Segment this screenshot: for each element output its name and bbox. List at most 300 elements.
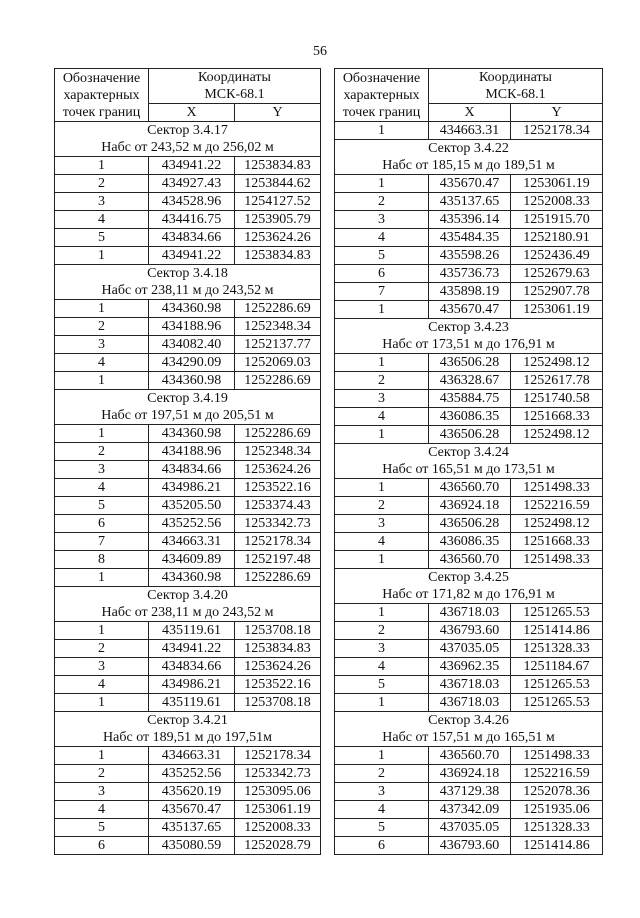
table-row — [55, 247, 321, 265]
coord-y: 1252679.63 — [511, 265, 603, 283]
header-x: X — [429, 104, 511, 122]
table-row — [55, 443, 321, 461]
point-number: 1 — [335, 479, 429, 497]
point-number: 1 — [335, 694, 429, 712]
header-point-designation: Обозначение характерных точек границ — [335, 69, 429, 122]
coord-x: 434082.40 — [149, 336, 235, 354]
table-row — [55, 300, 321, 318]
sector-title-row — [335, 444, 603, 462]
coordinates-table-right — [334, 68, 603, 855]
coord-y: 1251328.33 — [511, 640, 603, 658]
coord-y: 1251935.06 — [511, 801, 603, 819]
table-row — [335, 265, 603, 283]
sector-title-row — [55, 390, 321, 408]
coord-x: 435898.19 — [429, 283, 511, 301]
left-table-body — [55, 69, 321, 855]
coord-y: 1252348.34 — [235, 318, 321, 336]
coord-x: 435396.14 — [429, 211, 511, 229]
coord-x: 434941.22 — [149, 640, 235, 658]
coord-x: 436506.28 — [429, 426, 511, 444]
coord-x: 437035.05 — [429, 819, 511, 837]
sector-title: Сектор 3.4.25 — [335, 569, 603, 587]
coord-x: 437035.05 — [429, 640, 511, 658]
sector-height-range: Набс от 165,51 м до 173,51 м — [335, 461, 603, 479]
coord-x: 435119.61 — [149, 622, 235, 640]
coord-x: 434986.21 — [149, 479, 235, 497]
table-row — [55, 354, 321, 372]
point-number: 1 — [335, 426, 429, 444]
table-row — [55, 336, 321, 354]
coord-x: 434188.96 — [149, 318, 235, 336]
coord-y: 1252197.48 — [235, 551, 321, 569]
table-row — [335, 122, 603, 140]
coordinates-table-left — [54, 68, 321, 855]
point-number: 1 — [55, 247, 149, 265]
table-row — [335, 426, 603, 444]
sector-subtitle-row — [335, 336, 603, 354]
coord-y: 1253708.18 — [235, 694, 321, 712]
sector-title: Сектор 3.4.19 — [55, 390, 321, 408]
table-row — [55, 747, 321, 765]
point-number: 3 — [335, 640, 429, 658]
coord-x: 434941.22 — [149, 157, 235, 175]
coord-x: 434986.21 — [149, 676, 235, 694]
point-number: 7 — [55, 533, 149, 551]
point-number: 2 — [55, 175, 149, 193]
table-row — [55, 497, 321, 515]
point-number: 3 — [335, 783, 429, 801]
coord-y: 1253834.83 — [235, 640, 321, 658]
coord-x: 436718.03 — [429, 604, 511, 622]
coord-y: 1252617.78 — [511, 372, 603, 390]
coord-x: 435484.35 — [429, 229, 511, 247]
table-row — [335, 193, 603, 211]
point-number: 4 — [55, 676, 149, 694]
coord-x: 436793.60 — [429, 837, 511, 855]
coord-x: 436924.18 — [429, 765, 511, 783]
point-number: 3 — [55, 336, 149, 354]
coord-y: 1252286.69 — [235, 569, 321, 587]
header-y: Y — [235, 104, 321, 122]
sector-title-row — [55, 122, 321, 140]
coord-x: 435119.61 — [149, 694, 235, 712]
header-x: X — [149, 104, 235, 122]
point-number: 8 — [55, 551, 149, 569]
coord-x: 435205.50 — [149, 497, 235, 515]
coord-x: 435080.59 — [149, 837, 235, 855]
table-row — [55, 211, 321, 229]
coord-y: 1252008.33 — [511, 193, 603, 211]
coord-y: 1253834.83 — [235, 157, 321, 175]
page-number: 56 — [313, 44, 327, 59]
sector-title-row — [55, 712, 321, 730]
coord-y: 1253844.62 — [235, 175, 321, 193]
coord-y: 1252137.77 — [235, 336, 321, 354]
coord-x: 434360.98 — [149, 372, 235, 390]
sector-title-row — [335, 569, 603, 587]
point-number: 4 — [55, 479, 149, 497]
coord-y: 1252078.36 — [511, 783, 603, 801]
sector-title-row — [335, 319, 603, 337]
table-row — [55, 765, 321, 783]
table-row — [55, 783, 321, 801]
table-row — [335, 497, 603, 515]
coord-y: 1251915.70 — [511, 211, 603, 229]
coord-x: 434663.31 — [149, 747, 235, 765]
table-row — [335, 676, 603, 694]
coord-y: 1252069.03 — [235, 354, 321, 372]
coord-x: 436506.28 — [429, 354, 511, 372]
point-number: 5 — [55, 819, 149, 837]
sector-height-range: Набс от 238,11 м до 243,52 м — [55, 604, 321, 622]
sector-title: Сектор 3.4.26 — [335, 712, 603, 730]
table-row — [335, 640, 603, 658]
sector-height-range: Набс от 171,82 м до 176,91 м — [335, 586, 603, 604]
sector-title: Сектор 3.4.17 — [55, 122, 321, 140]
coord-x: 436718.03 — [429, 676, 511, 694]
table-row — [55, 569, 321, 587]
point-number: 2 — [335, 372, 429, 390]
table-row — [335, 694, 603, 712]
coord-y: 1253522.16 — [235, 479, 321, 497]
table-row — [55, 551, 321, 569]
table-row — [335, 229, 603, 247]
coord-x: 435670.47 — [429, 175, 511, 193]
coord-y: 1252498.12 — [511, 515, 603, 533]
coord-x: 434360.98 — [149, 300, 235, 318]
sector-height-range: Набс от 173,51 м до 176,91 м — [335, 336, 603, 354]
coord-y: 1251414.86 — [511, 837, 603, 855]
table-row — [55, 461, 321, 479]
table-row — [335, 551, 603, 569]
coord-x: 436086.35 — [429, 533, 511, 551]
table-row — [335, 604, 603, 622]
coord-x: 434416.75 — [149, 211, 235, 229]
table-row — [335, 283, 603, 301]
table-row — [55, 622, 321, 640]
sector-height-range: Набс от 189,51 м до 197,51м — [55, 729, 321, 747]
point-number: 4 — [335, 801, 429, 819]
coord-y: 1253061.19 — [511, 175, 603, 193]
coord-x: 435620.19 — [149, 783, 235, 801]
coord-x: 436086.35 — [429, 408, 511, 426]
table-row — [335, 819, 603, 837]
table-row — [335, 247, 603, 265]
coord-y: 1251265.53 — [511, 694, 603, 712]
point-number: 1 — [55, 300, 149, 318]
table-row — [55, 425, 321, 443]
point-number: 2 — [55, 318, 149, 336]
coord-y: 1252180.91 — [511, 229, 603, 247]
coord-y: 1253374.43 — [235, 497, 321, 515]
sector-title-row — [55, 265, 321, 283]
sector-title-row — [335, 712, 603, 730]
coord-x: 436560.70 — [429, 479, 511, 497]
point-number: 6 — [335, 265, 429, 283]
table-row — [55, 193, 321, 211]
table-row — [335, 175, 603, 193]
coord-x: 436560.70 — [429, 747, 511, 765]
coord-x: 434360.98 — [149, 569, 235, 587]
coord-x: 435884.75 — [429, 390, 511, 408]
table-row — [335, 837, 603, 855]
coord-x: 434188.96 — [149, 443, 235, 461]
point-number: 2 — [335, 622, 429, 640]
point-number: 4 — [335, 229, 429, 247]
coord-y: 1253522.16 — [235, 676, 321, 694]
sector-height-range: Набс от 157,51 м до 165,51 м — [335, 729, 603, 747]
coord-x: 434528.96 — [149, 193, 235, 211]
header-point-designation: Обозначение характерных точек границ — [55, 69, 149, 122]
table-row — [335, 533, 603, 551]
coord-y: 1251498.33 — [511, 747, 603, 765]
point-number: 3 — [55, 783, 149, 801]
table-row — [335, 515, 603, 533]
coord-y: 1253624.26 — [235, 229, 321, 247]
sector-title: Сектор 3.4.21 — [55, 712, 321, 730]
sector-title-row — [55, 587, 321, 605]
coord-y: 1252286.69 — [235, 425, 321, 443]
point-number: 1 — [55, 622, 149, 640]
coord-x: 436506.28 — [429, 515, 511, 533]
coord-x: 435736.73 — [429, 265, 511, 283]
point-number: 5 — [335, 819, 429, 837]
coord-x: 434927.43 — [149, 175, 235, 193]
table-row — [335, 372, 603, 390]
coord-y: 1253624.26 — [235, 658, 321, 676]
coord-y: 1252178.34 — [235, 533, 321, 551]
table-row — [335, 301, 603, 319]
sector-height-range: Набс от 197,51 м до 205,51 м — [55, 407, 321, 425]
coord-x: 435670.47 — [429, 301, 511, 319]
point-number: 1 — [55, 747, 149, 765]
coord-y: 1253834.83 — [235, 247, 321, 265]
coord-y: 1252216.59 — [511, 497, 603, 515]
point-number: 1 — [335, 122, 429, 140]
table-row — [335, 390, 603, 408]
coord-y: 1252286.69 — [235, 300, 321, 318]
point-number: 2 — [55, 765, 149, 783]
sector-title: Сектор 3.4.20 — [55, 587, 321, 605]
right-table-body — [335, 69, 603, 855]
point-number: 4 — [55, 211, 149, 229]
table-row — [55, 676, 321, 694]
sector-subtitle-row — [55, 729, 321, 747]
coord-y: 1252348.34 — [235, 443, 321, 461]
coord-x: 434834.66 — [149, 461, 235, 479]
coord-y: 1253342.73 — [235, 515, 321, 533]
point-number: 4 — [335, 533, 429, 551]
sector-subtitle-row — [335, 586, 603, 604]
coord-y: 1252178.34 — [511, 122, 603, 140]
table-row — [335, 801, 603, 819]
coord-x: 434360.98 — [149, 425, 235, 443]
coord-y: 1252498.12 — [511, 354, 603, 372]
coord-y: 1254127.52 — [235, 193, 321, 211]
table-row — [55, 479, 321, 497]
table-row — [55, 229, 321, 247]
table-row — [55, 837, 321, 855]
coord-y: 1253095.06 — [235, 783, 321, 801]
table-row — [55, 157, 321, 175]
table-row — [55, 640, 321, 658]
coord-x: 436718.03 — [429, 694, 511, 712]
coord-x: 437342.09 — [429, 801, 511, 819]
table-row — [335, 408, 603, 426]
table-row — [335, 622, 603, 640]
table-row — [55, 819, 321, 837]
table-row — [335, 658, 603, 676]
table-row — [55, 372, 321, 390]
point-number: 2 — [335, 497, 429, 515]
coord-x: 436793.60 — [429, 622, 511, 640]
table-row — [55, 533, 321, 551]
point-number: 3 — [55, 193, 149, 211]
point-number: 3 — [335, 390, 429, 408]
table-row — [55, 658, 321, 676]
coord-x: 434663.31 — [429, 122, 511, 140]
sector-subtitle-row — [55, 282, 321, 300]
coord-y: 1251184.67 — [511, 658, 603, 676]
coord-y: 1253342.73 — [235, 765, 321, 783]
coord-y: 1252286.69 — [235, 372, 321, 390]
coord-x: 436328.67 — [429, 372, 511, 390]
point-number: 2 — [55, 640, 149, 658]
point-number: 4 — [55, 801, 149, 819]
sector-title: Сектор 3.4.18 — [55, 265, 321, 283]
point-number: 6 — [335, 837, 429, 855]
sector-subtitle-row — [55, 139, 321, 157]
coord-y: 1253708.18 — [235, 622, 321, 640]
point-number: 3 — [335, 211, 429, 229]
point-number: 3 — [55, 658, 149, 676]
coord-x: 437129.38 — [429, 783, 511, 801]
coord-y: 1253624.26 — [235, 461, 321, 479]
coord-y: 1251328.33 — [511, 819, 603, 837]
coord-y: 1252028.79 — [235, 837, 321, 855]
coord-x: 434834.66 — [149, 229, 235, 247]
table-row — [335, 211, 603, 229]
point-number: 1 — [335, 551, 429, 569]
point-number: 1 — [335, 604, 429, 622]
point-number: 1 — [55, 157, 149, 175]
coord-x: 436560.70 — [429, 551, 511, 569]
coord-x: 435252.56 — [149, 765, 235, 783]
coord-y: 1253061.19 — [235, 801, 321, 819]
point-number: 1 — [335, 354, 429, 372]
point-number: 4 — [335, 658, 429, 676]
coord-y: 1252216.59 — [511, 765, 603, 783]
point-number: 1 — [335, 301, 429, 319]
coord-y: 1251265.53 — [511, 604, 603, 622]
table-row — [55, 318, 321, 336]
sector-subtitle-row — [335, 729, 603, 747]
coord-y: 1251414.86 — [511, 622, 603, 640]
point-number: 6 — [55, 515, 149, 533]
header-coordinates: Координаты МСК-68.1 — [429, 69, 603, 104]
sector-subtitle-row — [55, 604, 321, 622]
point-number: 4 — [55, 354, 149, 372]
coord-x: 434609.89 — [149, 551, 235, 569]
point-number: 1 — [55, 694, 149, 712]
coord-x: 434941.22 — [149, 247, 235, 265]
table-row — [335, 783, 603, 801]
point-number: 4 — [335, 408, 429, 426]
point-number: 7 — [335, 283, 429, 301]
point-number: 6 — [55, 837, 149, 855]
point-number: 1 — [335, 747, 429, 765]
sector-subtitle-row — [55, 407, 321, 425]
coord-y: 1252907.78 — [511, 283, 603, 301]
sector-subtitle-row — [335, 461, 603, 479]
sector-height-range: Набс от 238,11 м до 243,52 м — [55, 282, 321, 300]
point-number: 5 — [55, 229, 149, 247]
sector-height-range: Набс от 185,15 м до 189,51 м — [335, 157, 603, 175]
sector-title: Сектор 3.4.24 — [335, 444, 603, 462]
sector-height-range: Набс от 243,52 м до 256,02 м — [55, 139, 321, 157]
point-number: 5 — [55, 497, 149, 515]
table-row — [335, 354, 603, 372]
point-number: 1 — [55, 372, 149, 390]
point-number: 5 — [335, 676, 429, 694]
table-row — [335, 765, 603, 783]
point-number: 2 — [335, 193, 429, 211]
coord-y: 1251498.33 — [511, 479, 603, 497]
coord-x: 435137.65 — [429, 193, 511, 211]
coord-y: 1252436.49 — [511, 247, 603, 265]
table-row — [55, 801, 321, 819]
coord-y: 1251265.53 — [511, 676, 603, 694]
sector-title-row — [335, 140, 603, 158]
table-row — [335, 747, 603, 765]
coord-x: 436962.35 — [429, 658, 511, 676]
sector-title: Сектор 3.4.22 — [335, 140, 603, 158]
header-y: Y — [511, 104, 603, 122]
point-number: 3 — [55, 461, 149, 479]
coord-x: 434834.66 — [149, 658, 235, 676]
coord-x: 435137.65 — [149, 819, 235, 837]
point-number: 5 — [335, 247, 429, 265]
coord-y: 1251668.33 — [511, 408, 603, 426]
point-number: 2 — [55, 443, 149, 461]
table-row — [55, 694, 321, 712]
coord-y: 1252498.12 — [511, 426, 603, 444]
table-row — [55, 515, 321, 533]
coord-y: 1251498.33 — [511, 551, 603, 569]
coord-y: 1253905.79 — [235, 211, 321, 229]
sector-subtitle-row — [335, 157, 603, 175]
coord-x: 435252.56 — [149, 515, 235, 533]
coord-x: 434290.09 — [149, 354, 235, 372]
coord-x: 435670.47 — [149, 801, 235, 819]
coord-y: 1251668.33 — [511, 533, 603, 551]
sector-title: Сектор 3.4.23 — [335, 319, 603, 337]
table-row — [55, 175, 321, 193]
coord-y: 1252008.33 — [235, 819, 321, 837]
coord-y: 1252178.34 — [235, 747, 321, 765]
point-number: 3 — [335, 515, 429, 533]
coord-x: 436924.18 — [429, 497, 511, 515]
point-number: 1 — [55, 425, 149, 443]
coord-y: 1253061.19 — [511, 301, 603, 319]
header-coordinates: Координаты МСК-68.1 — [149, 69, 321, 104]
coord-x: 434663.31 — [149, 533, 235, 551]
point-number: 2 — [335, 765, 429, 783]
point-number: 1 — [55, 569, 149, 587]
coord-x: 435598.26 — [429, 247, 511, 265]
coord-y: 1251740.58 — [511, 390, 603, 408]
point-number: 1 — [335, 175, 429, 193]
